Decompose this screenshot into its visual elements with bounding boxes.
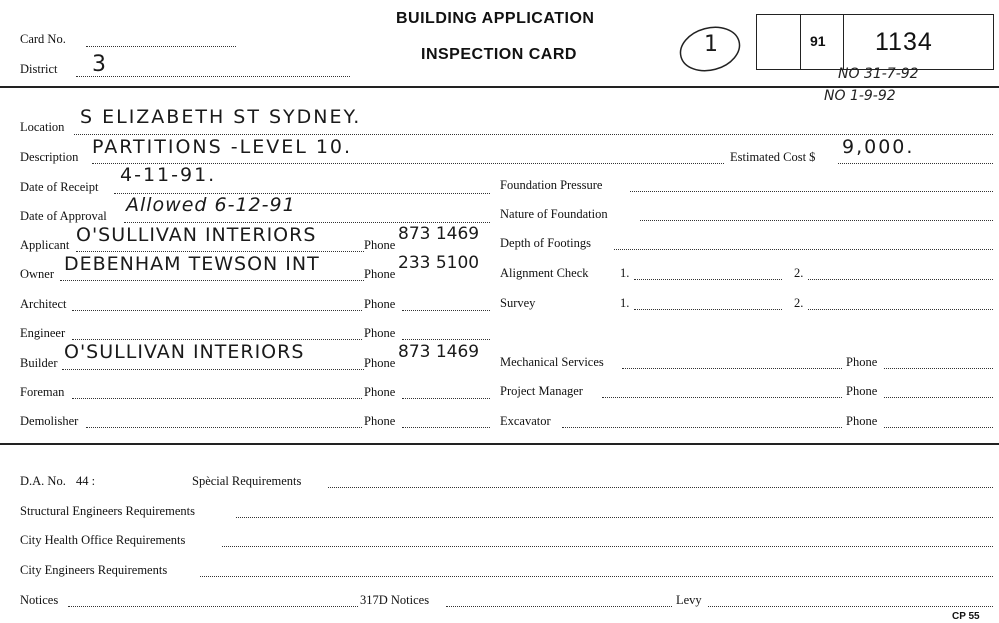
card-no-label: Card No. [20,32,66,46]
note-1: NO 31-7-92 [838,66,919,82]
owner-value: DEBENHAM TEWSON INT [64,253,320,275]
card-no-line [86,46,236,47]
box-divider-2 [843,14,844,70]
district-line [76,76,350,77]
notices-317d-label: 317D Notices [360,593,430,607]
applicant-value: O'SULLIVAN INTERIORS [76,224,317,246]
mechanical-phone-line [884,368,993,369]
receipt-value: 4-11-91. [120,164,217,186]
foreman-phone-line [402,398,490,399]
special-label: Spècial Requirements [192,474,302,488]
owner-phone-label: Phone [364,267,396,281]
form-code: CP 55 [952,611,980,622]
alignment-1: 1. [620,266,630,280]
owner-label: Owner [20,267,55,281]
city-eng-label: City Engineers Requirements [20,563,168,577]
location-line [74,134,993,135]
health-line [222,546,993,547]
city-eng-line [200,576,993,577]
survey-label: Survey [500,296,536,310]
builder-phone: 873 1469 [398,342,480,362]
mechanical-phone-label: Phone [846,355,878,369]
card-year: 91 [810,33,826,49]
levy-line [708,606,993,607]
alignment-1-line [634,279,782,280]
da-value: 44 : [76,474,96,488]
health-label: City Health Office Requirements [20,533,186,547]
excavator-phone-label: Phone [846,414,878,428]
builder-line [62,369,364,370]
nature-foundation-label: Nature of Foundation [500,207,608,221]
excavator-label: Excavator [500,414,551,428]
engineer-phone-line [402,339,490,340]
engineer-label: Engineer [20,326,66,340]
note-2: NO 1-9-92 [824,88,896,104]
survey-2-line [808,309,993,310]
notices-317d-line [446,606,672,607]
description-label: Description [20,150,79,164]
engineer-phone-label: Phone [364,326,396,340]
district-value: 3 [92,52,108,77]
survey-1-line [634,309,782,310]
survey-2: 2. [794,296,804,310]
mechanical-line [622,368,842,369]
mechanical-label: Mechanical Services [500,355,604,369]
owner-line [60,280,364,281]
approval-label: Date of Approval [20,209,107,223]
card-number: 1134 [875,28,933,56]
foreman-line [72,398,362,399]
notices-label: Notices [20,593,59,607]
builder-phone-label: Phone [364,356,396,370]
structural-label: Structural Engineers Requirements [20,504,195,518]
architect-phone-line [402,310,490,311]
owner-phone: 233 5100 [398,253,480,273]
box-divider-1 [800,14,801,70]
demolisher-label: Demolisher [20,414,79,428]
demolisher-line [86,427,362,428]
depth-footings-line [614,249,993,250]
applicant-line [76,251,364,252]
alignment-label: Alignment Check [500,266,589,280]
foreman-phone-label: Phone [364,385,396,399]
title-line-2: INSPECTION CARD [421,46,577,63]
builder-value: O'SULLIVAN INTERIORS [64,341,305,363]
builder-label: Builder [20,356,58,370]
excavator-phone-line [884,427,993,428]
foundation-pressure-line [630,191,993,192]
levy-label: Levy [676,593,702,607]
notices-line [68,606,358,607]
demolisher-phone-line [402,427,490,428]
receipt-label: Date of Receipt [20,180,99,194]
approval-value: Allowed 6-12-91 [126,194,296,216]
header-rule [0,86,999,88]
estimated-cost-label: Estimated Cost $ [730,150,816,164]
nature-foundation-line [640,220,993,221]
location-label: Location [20,120,65,134]
architect-phone-label: Phone [364,297,396,311]
project-manager-line [602,397,842,398]
alignment-2-line [808,279,993,280]
special-line [328,487,993,488]
foreman-label: Foreman [20,385,65,399]
excavator-line [562,427,842,428]
description-value: PARTITIONS -LEVEL 10. [92,136,353,158]
engineer-line [72,339,362,340]
da-label: D.A. No. [20,474,66,488]
estimated-cost-line [838,163,993,164]
depth-footings-label: Depth of Footings [500,236,591,250]
title-line-1: BUILDING APPLICATION [396,10,595,27]
structural-line [236,517,993,518]
project-manager-phone-label: Phone [846,384,878,398]
foundation-pressure-label: Foundation Pressure [500,178,603,192]
approval-line [124,222,490,223]
project-manager-phone-line [884,397,993,398]
architect-line [72,310,362,311]
circled-number: 1 [704,32,720,57]
applicant-phone-label: Phone [364,238,396,252]
applicant-label: Applicant [20,238,70,252]
district-label: District [20,62,58,76]
applicant-phone: 873 1469 [398,224,480,244]
project-manager-label: Project Manager [500,384,583,398]
footer-rule [0,443,999,445]
location-value: S ELIZABETH ST SYDNEY. [80,106,362,128]
estimated-cost-value: 9,000. [842,136,915,158]
architect-label: Architect [20,297,67,311]
survey-1: 1. [620,296,630,310]
alignment-2: 2. [794,266,804,280]
demolisher-phone-label: Phone [364,414,396,428]
